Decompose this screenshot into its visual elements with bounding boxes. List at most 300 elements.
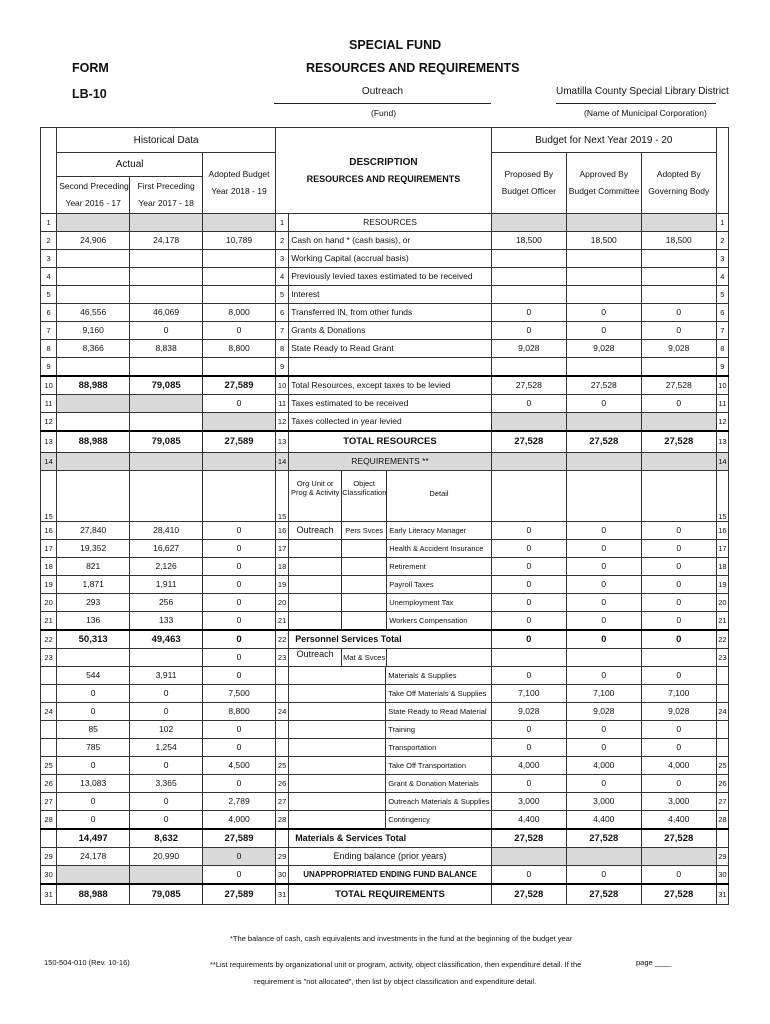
requirement-detail: [289, 774, 492, 792]
description: Previously levied taxes estimated to be received: [289, 267, 492, 285]
row-num: 8: [41, 339, 57, 357]
object-class-header: Object Classification: [342, 471, 387, 521]
org-unit: [289, 558, 342, 575]
row-num: 12: [276, 412, 289, 431]
row-num: 19: [716, 575, 728, 593]
total-requirements-label: TOTAL REQUIREMENTS: [289, 884, 492, 905]
first-preceding-value: 46,069: [130, 303, 203, 321]
row-num: 27: [276, 792, 289, 810]
row-num: 7: [716, 321, 728, 339]
first-preceding-value: 256: [130, 593, 203, 611]
table-row: [41, 738, 729, 756]
requirement-detail: [289, 684, 492, 702]
footnote-requirements-1: **List requirements by organizational unit or program, activity, object classification, then expenditure detail. If the: [210, 960, 582, 969]
row12-description: Taxes collected in year levied: [289, 412, 492, 431]
row-num: 30: [276, 865, 289, 884]
row30-adopted-by: 0: [641, 865, 716, 884]
row23-org: [289, 648, 492, 666]
first-preceding-header: [130, 177, 203, 214]
detail-header: Detail: [429, 488, 449, 498]
row-num: 10: [716, 376, 728, 395]
adopted-budget-l2: Year 2018 - 19: [211, 185, 267, 196]
row-num: 27: [716, 792, 728, 810]
adopted-budget-value: 0: [203, 521, 276, 539]
row-num: 10: [276, 376, 289, 395]
row-num: 28: [276, 810, 289, 829]
row-num: [276, 666, 289, 684]
fund-name-field: [274, 86, 491, 104]
table-row: [41, 339, 729, 357]
footnote-cash: *The balance of cash, cash equivalents and investments in the fund at the beginning of the budget year: [230, 934, 573, 943]
adopted-budget-value: 0: [203, 774, 276, 792]
proposed-value: 0: [491, 720, 566, 738]
adopted-budget-value: 0: [203, 321, 276, 339]
total-req-adopted: 27,589: [203, 884, 276, 905]
approved-value: 0: [566, 611, 641, 630]
table-row: [41, 539, 729, 557]
org-unit-header: Org Unit or Prog & Activity: [289, 471, 342, 521]
table-row: [41, 285, 729, 303]
resources-heading: RESOURCES: [289, 213, 492, 231]
row-num: 23: [716, 648, 728, 666]
form-label: FORM: [72, 61, 109, 75]
adopted-budget-value: 0: [203, 557, 276, 575]
adopted-budget-value: 0: [203, 611, 276, 630]
res-req-title: RESOURCES AND REQUIREMENTS: [306, 173, 461, 184]
object-classification: [342, 558, 387, 575]
description-title: DESCRIPTION: [349, 156, 418, 168]
requirement-detail: [289, 720, 492, 738]
proposed-value: 4,000: [491, 756, 566, 774]
object-classification: [342, 576, 387, 593]
second-preceding-value: 46,556: [57, 303, 130, 321]
approved-value: [566, 357, 641, 376]
row-num: 5: [276, 285, 289, 303]
materials-total-adopted: 27,589: [203, 829, 276, 848]
detail-text: Contingency: [388, 814, 430, 824]
row-num: 11: [276, 394, 289, 412]
adopted-budget-header: [203, 153, 276, 214]
row-num: 26: [276, 774, 289, 792]
total-resources-adopted-by: 27,528: [641, 431, 716, 453]
first-preceding-value: 0: [130, 702, 203, 720]
proposed-value: 0: [491, 521, 566, 539]
row10-first-preceding: 79,085: [130, 376, 203, 395]
proposed-value: 18,500: [491, 231, 566, 249]
row-num: 3: [716, 249, 728, 267]
first-preceding-value: 0: [130, 756, 203, 774]
row23-org-unit: Outreach: [289, 649, 342, 666]
second-preceding-value: 19,352: [57, 539, 130, 557]
row-num: 7: [41, 321, 57, 339]
row-num: 10: [41, 376, 57, 395]
table-row: [41, 593, 729, 611]
adopted-budget-value: [203, 267, 276, 285]
detail-text: Take Off Materials & Supplies: [388, 688, 487, 698]
approved-value: 0: [566, 666, 641, 684]
proposed-value: 0: [491, 593, 566, 611]
adopted-by-l2: Governing Body: [648, 185, 710, 196]
row-num: [41, 738, 57, 756]
row-num: 31: [276, 884, 289, 905]
row-num: 13: [41, 431, 57, 453]
table-row: [41, 557, 729, 575]
row-num: 4: [276, 267, 289, 285]
row-num: 25: [716, 756, 728, 774]
adopted-budget-l1: Adopted Budget: [208, 168, 270, 179]
table-row: [41, 756, 729, 774]
second-preceding-value: 0: [57, 810, 130, 829]
second-preceding-value: 24,906: [57, 231, 130, 249]
historical-data-header: Historical Data: [57, 128, 276, 153]
materials-total-approved: 27,528: [566, 829, 641, 848]
requirement-detail: [289, 738, 492, 756]
row-num: 28: [716, 810, 728, 829]
first-preceding-value: 24,178: [130, 231, 203, 249]
row10-second-preceding: 88,988: [57, 376, 130, 395]
approved-value: 9,028: [566, 702, 641, 720]
adopted-by-value: 3,000: [641, 792, 716, 810]
proposed-value: 0: [491, 575, 566, 593]
proposed-value: 4,400: [491, 810, 566, 829]
approved-value: 0: [566, 521, 641, 539]
personnel-total-first-preceding: 49,463: [130, 630, 203, 649]
detail-text: Materials & Supplies: [388, 670, 457, 680]
first-preceding-value: 1,254: [130, 738, 203, 756]
row-num: [716, 738, 728, 756]
row-num: 13: [276, 431, 289, 453]
proposed-value: 0: [491, 666, 566, 684]
row-num: 4: [41, 267, 57, 285]
second-preceding-value: 8,366: [57, 339, 130, 357]
footnote-requirements-2: requirement is "not allocated", then list by object classification and expenditure detail.: [254, 977, 537, 986]
row11-proposed: 0: [491, 394, 566, 412]
row-num: 16: [276, 521, 289, 539]
table-row: [41, 611, 729, 630]
row23-object: Mat & Svces: [342, 649, 387, 666]
approved-value: 0: [566, 720, 641, 738]
row23-adopted: 0: [203, 648, 276, 666]
total-resources-second-preceding: 88,988: [57, 431, 130, 453]
second-preceding-value: 293: [57, 593, 130, 611]
proposed-value: 0: [491, 303, 566, 321]
row-num: [41, 684, 57, 702]
second-preceding-value: [57, 249, 130, 267]
lb10-table: Historical Data DESCRIPTION RESOURCES AND REQUIREMENTS Budget for Next Year 2019 - 20 Actual Adopted Budget Year 2018 - 19 Proposed By Budget Officer Approved By Budget Committee Adopted By Governing Body Second Preceding Year 2016 - 17 First Preceding Year 2017 - 18 1 1 RESOURCES 1 2 24,906 24,178 10,789 2 Cash on hand * (cash basis), or 18,500 18,500 18,500 2 3 3 Working Capital (accrual basis) 3 4 4 Previously levied taxes estimated to be received 4 5 5 Interest 5 6 46,556 46,069 8,000 6 Transferred IN, from other funds 0 0 0 6 7 9,160 0 0 7 Grants & Donations 0 0 0 7 8 8,366 8,838 8,800 8 State Ready to Read Grant 9,028 9,028 9,028 8 9 9 9 10 88,988 79,085 27,589 10 Total Resources, except taxes to be levied 27,528 27,528 27,528 10 11 0 11 Taxes estimated to be received 0 0 0 11 12 12 Taxes collected in year levied 12 13 88,988 79,085 27,589 13 TOTAL RESOURCES 27,528 27,528 27,528 13 14 14 REQUIREMENTS ** 14 15 15 Org Unit or Prog & Activity Object Classification Detail 15 16 27,840 28,410 0 16 Outreach Pers Svces Early Literacy Manager 0 0 0 16 17 19,352 16,627 0 17 Health & Accident Insurance 0 0 0 17 18 821 2,126 0 18 Retirement 0 0 0 18 19 1,871 1,911 0 19 Payroll Taxes 0 0 0 19 20 293 256 0 20 Unemployment Tax 0 0 0 20 21 136 133 0 21 Workers Compensation 0 0 0 21 22 50,313 49,463 0 22 Personnel Services Total 0 0 0 22 23 0 23 Outreach Mat & Svces 23 544 3,911 0 Materials & Supplies 0 0 0 0 0 7,500 Take Off Materials & Supplies 7,100 7,100 7,100 24 0 0 8,800 24 State Ready to Read Material 9,028 9,028 9,028 24 85 102 0 Training 0 0 0 785 1,254 0 Transportation 0 0 0 25 0 0 4,500 25 Take Off Transportation 4,000 4,000 4,000 25 26 13,083 3,365 0 26 Grant & Donation Materials 0 0 0 26 27 0 0 2,789 27 Outreach Materials & Supplies 3,000 3,000 3,000 27 28 0 0 4,000 28 Contingency 4,400 4,400 4,400 28 14,497 8,632 27,589 Materials & Services Total 27,528 27,528 27,528 29 24,178 20,990 0 29 Ending balance (prior years) 29 30 0 30 UNAPPROPRIATED ENDING FUND BALANCE 0 0 0 30 31 88,988 79,085 27,589 31 TOTAL REQUIREMENTS 27,528 27,528 27,528 31: [40, 127, 729, 905]
row-num: 18: [716, 557, 728, 575]
proposed-header: [491, 153, 566, 214]
second-preceding-header: [57, 177, 130, 214]
row10-approved: 27,528: [566, 376, 641, 395]
row-num: [276, 720, 289, 738]
row-num: 24: [716, 702, 728, 720]
proposed-value: 0: [491, 321, 566, 339]
row-num: [276, 738, 289, 756]
second-preceding-value: 85: [57, 720, 130, 738]
row-num: 21: [41, 611, 57, 630]
row-num: 6: [716, 303, 728, 321]
row30-proposed: 0: [491, 865, 566, 884]
approved-value: 0: [566, 303, 641, 321]
row-num: 2: [276, 231, 289, 249]
approved-value: 0: [566, 557, 641, 575]
row-num: [41, 666, 57, 684]
proposed-value: 0: [491, 539, 566, 557]
row-num: 8: [716, 339, 728, 357]
first-preceding-value: 133: [130, 611, 203, 630]
form-number: 150-504-010 (Rev. 10-16): [44, 958, 130, 967]
org-unit: [289, 612, 342, 629]
proposed-value: 0: [491, 774, 566, 792]
approved-l2: Budget Committee: [568, 185, 640, 196]
adopted-by-value: 0: [641, 738, 716, 756]
detail-text: Training: [388, 724, 416, 734]
first-preceding-value: 8,838: [130, 339, 203, 357]
row29-adopted: 0: [203, 847, 276, 865]
adopted-budget-value: [203, 285, 276, 303]
requirement-detail: [289, 702, 492, 720]
object-classification: [342, 594, 387, 611]
table-row: [41, 792, 729, 810]
adopted-by-value: 4,000: [641, 756, 716, 774]
description: Transferred IN, from other funds: [289, 303, 492, 321]
total-resources-approved: 27,528: [566, 431, 641, 453]
personnel-total-second-preceding: 50,313: [57, 630, 130, 649]
row-num: 2: [716, 231, 728, 249]
requirement-detail: [289, 792, 492, 810]
row29-description: Ending balance (prior years): [289, 847, 492, 865]
proposed-value: 9,028: [491, 702, 566, 720]
adopted-budget-value: 0: [203, 666, 276, 684]
total-req-adopted-by: 27,528: [641, 884, 716, 905]
row-num: [716, 720, 728, 738]
row10-adopted: 27,589: [203, 376, 276, 395]
detail-text: Take Off Transportation: [388, 760, 467, 770]
adopted-by-value: [641, 357, 716, 376]
proposed-value: [491, 285, 566, 303]
adopted-by-value: 0: [641, 557, 716, 575]
table-row: [41, 702, 729, 720]
first-preceding-value: 2,126: [130, 557, 203, 575]
proposed-l2: Budget Officer: [501, 185, 556, 196]
first-preceding-value: 0: [130, 792, 203, 810]
row-num: 11: [41, 394, 57, 412]
proposed-value: [491, 357, 566, 376]
first-preceding-value: 0: [130, 810, 203, 829]
row-num: 9: [41, 357, 57, 376]
second-preceding-l2: Year 2016 - 17: [65, 197, 121, 208]
approved-value: 0: [566, 575, 641, 593]
row-num: 12: [716, 412, 728, 431]
proposed-value: 0: [491, 557, 566, 575]
first-preceding-value: [130, 357, 203, 376]
row-num: 2: [41, 231, 57, 249]
first-preceding-l1: First Preceding: [137, 180, 195, 191]
adopted-budget-value: 10,789: [203, 231, 276, 249]
adopted-by-value: 0: [641, 575, 716, 593]
row30-approved: 0: [566, 865, 641, 884]
row-num: 16: [716, 521, 728, 539]
row10-adopted-by: 27,528: [641, 376, 716, 395]
row-num: 25: [276, 756, 289, 774]
table-row: [41, 720, 729, 738]
adopted-by-value: 0: [641, 666, 716, 684]
adopted-budget-value: 4,500: [203, 756, 276, 774]
table-row: [41, 357, 729, 376]
row-num: 24: [276, 702, 289, 720]
detail-text: Health & Accident Insurance: [389, 543, 484, 553]
requirement-detail: [289, 666, 492, 684]
row-num: 8: [276, 339, 289, 357]
total-req-first-preceding: 79,085: [130, 884, 203, 905]
row-num: 20: [716, 593, 728, 611]
approved-value: 9,028: [566, 339, 641, 357]
proposed-value: [491, 249, 566, 267]
total-resources-label: TOTAL RESOURCES: [289, 431, 492, 453]
row-num: 7: [276, 321, 289, 339]
org-unit: [289, 540, 342, 557]
total-req-proposed: 27,528: [491, 884, 566, 905]
row-num: [716, 666, 728, 684]
first-preceding-value: [130, 249, 203, 267]
row-num: [41, 720, 57, 738]
proposed-value: [491, 267, 566, 285]
row-num: 26: [716, 774, 728, 792]
second-preceding-value: 0: [57, 684, 130, 702]
first-preceding-value: 3,911: [130, 666, 203, 684]
title-special-fund: SPECIAL FUND: [349, 38, 442, 52]
adopted-by-header: [641, 153, 716, 214]
second-preceding-value: 13,083: [57, 774, 130, 792]
second-preceding-value: 9,160: [57, 321, 130, 339]
fund-name: Outreach: [361, 86, 404, 97]
row10-proposed: 27,528: [491, 376, 566, 395]
row-num: 16: [41, 521, 57, 539]
description: State Ready to Read Grant: [289, 339, 492, 357]
total-req-approved: 27,528: [566, 884, 641, 905]
materials-total-second-preceding: 14,497: [57, 829, 130, 848]
row-num: 20: [41, 593, 57, 611]
budget-next-year-header: Budget for Next Year 2019 - 20: [491, 128, 716, 153]
row-num: 29: [41, 847, 57, 865]
row-num: 23: [276, 648, 289, 666]
page-number: page ____: [636, 958, 672, 967]
approved-value: 7,100: [566, 684, 641, 702]
row-num: 26: [41, 774, 57, 792]
total-req-second-preceding: 88,988: [57, 884, 130, 905]
row-num: [276, 684, 289, 702]
detail-text: State Ready to Read Material: [388, 706, 487, 716]
row11-adopted: 0: [203, 394, 276, 412]
second-preceding-value: 0: [57, 756, 130, 774]
org-unit: [289, 594, 342, 611]
approved-value: [566, 249, 641, 267]
requirements-subheader: [289, 470, 492, 521]
org-unit: [289, 576, 342, 593]
first-preceding-value: 28,410: [130, 521, 203, 539]
row-num: 29: [716, 847, 728, 865]
row11-approved: 0: [566, 394, 641, 412]
actual-header: Actual: [57, 153, 203, 177]
row-num: 24: [41, 702, 57, 720]
adopted-by-value: [641, 249, 716, 267]
row-num: 22: [716, 630, 728, 649]
total-resources-proposed: 27,528: [491, 431, 566, 453]
row-num: 3: [276, 249, 289, 267]
table-row: [41, 249, 729, 267]
second-preceding-value: 136: [57, 611, 130, 630]
approved-value: 4,400: [566, 810, 641, 829]
adopted-budget-value: 0: [203, 720, 276, 738]
row11-description: Taxes estimated to be received: [289, 394, 492, 412]
row-num: 13: [716, 431, 728, 453]
approved-value: 0: [566, 738, 641, 756]
detail-text: Retirement: [389, 561, 426, 571]
row-num: 27: [41, 792, 57, 810]
row-num: 18: [276, 557, 289, 575]
adopted-by-l1: Adopted By: [656, 168, 701, 179]
adopted-by-value: 0: [641, 720, 716, 738]
detail-text: Outreach Materials & Supplies: [388, 796, 490, 806]
adopted-budget-value: [203, 249, 276, 267]
materials-total-proposed: 27,528: [491, 829, 566, 848]
second-preceding-value: [57, 267, 130, 285]
adopted-by-value: 9,028: [641, 702, 716, 720]
org-unit: Outreach: [289, 522, 342, 539]
adopted-budget-value: 8,000: [203, 303, 276, 321]
first-preceding-value: [130, 267, 203, 285]
requirement-detail: [289, 810, 492, 829]
adopted-by-value: 0: [641, 303, 716, 321]
row-num: 6: [41, 303, 57, 321]
fund-caption: (Fund): [371, 108, 397, 118]
municipal-name-field: [556, 86, 729, 104]
adopted-by-value: 0: [641, 521, 716, 539]
adopted-budget-value: 4,000: [203, 810, 276, 829]
adopted-by-value: 0: [641, 593, 716, 611]
approved-l1: Approved By: [579, 168, 629, 179]
personnel-total-label: Personnel Services Total: [289, 630, 492, 649]
table-row: [41, 231, 729, 249]
approved-header: [566, 153, 641, 214]
approved-value: [566, 267, 641, 285]
first-preceding-value: 16,627: [130, 539, 203, 557]
second-preceding-l1: Second Preceding: [59, 180, 129, 191]
title-resources-requirements: RESOURCES AND REQUIREMENTS: [306, 61, 520, 75]
row-num: 30: [716, 865, 728, 884]
first-preceding-value: 1,911: [130, 575, 203, 593]
total-resources-adopted: 27,589: [203, 431, 276, 453]
first-preceding-value: 3,365: [130, 774, 203, 792]
description: Interest: [289, 285, 492, 303]
table-row: [41, 666, 729, 684]
personnel-total-adopted-by: 0: [641, 630, 716, 649]
adopted-by-value: [641, 285, 716, 303]
object-classification: [342, 612, 387, 629]
table-row: [41, 521, 729, 539]
second-preceding-value: 785: [57, 738, 130, 756]
table-row: [41, 321, 729, 339]
detail-text: Workers Compensation: [389, 615, 468, 625]
row-num: 19: [276, 575, 289, 593]
approved-value: 18,500: [566, 231, 641, 249]
adopted-by-value: 0: [641, 321, 716, 339]
requirement-detail: [289, 557, 492, 575]
row-num: 18: [41, 557, 57, 575]
detail-text: Payroll Taxes: [389, 579, 434, 589]
row-num: 20: [276, 593, 289, 611]
row-num: 11: [716, 394, 728, 412]
